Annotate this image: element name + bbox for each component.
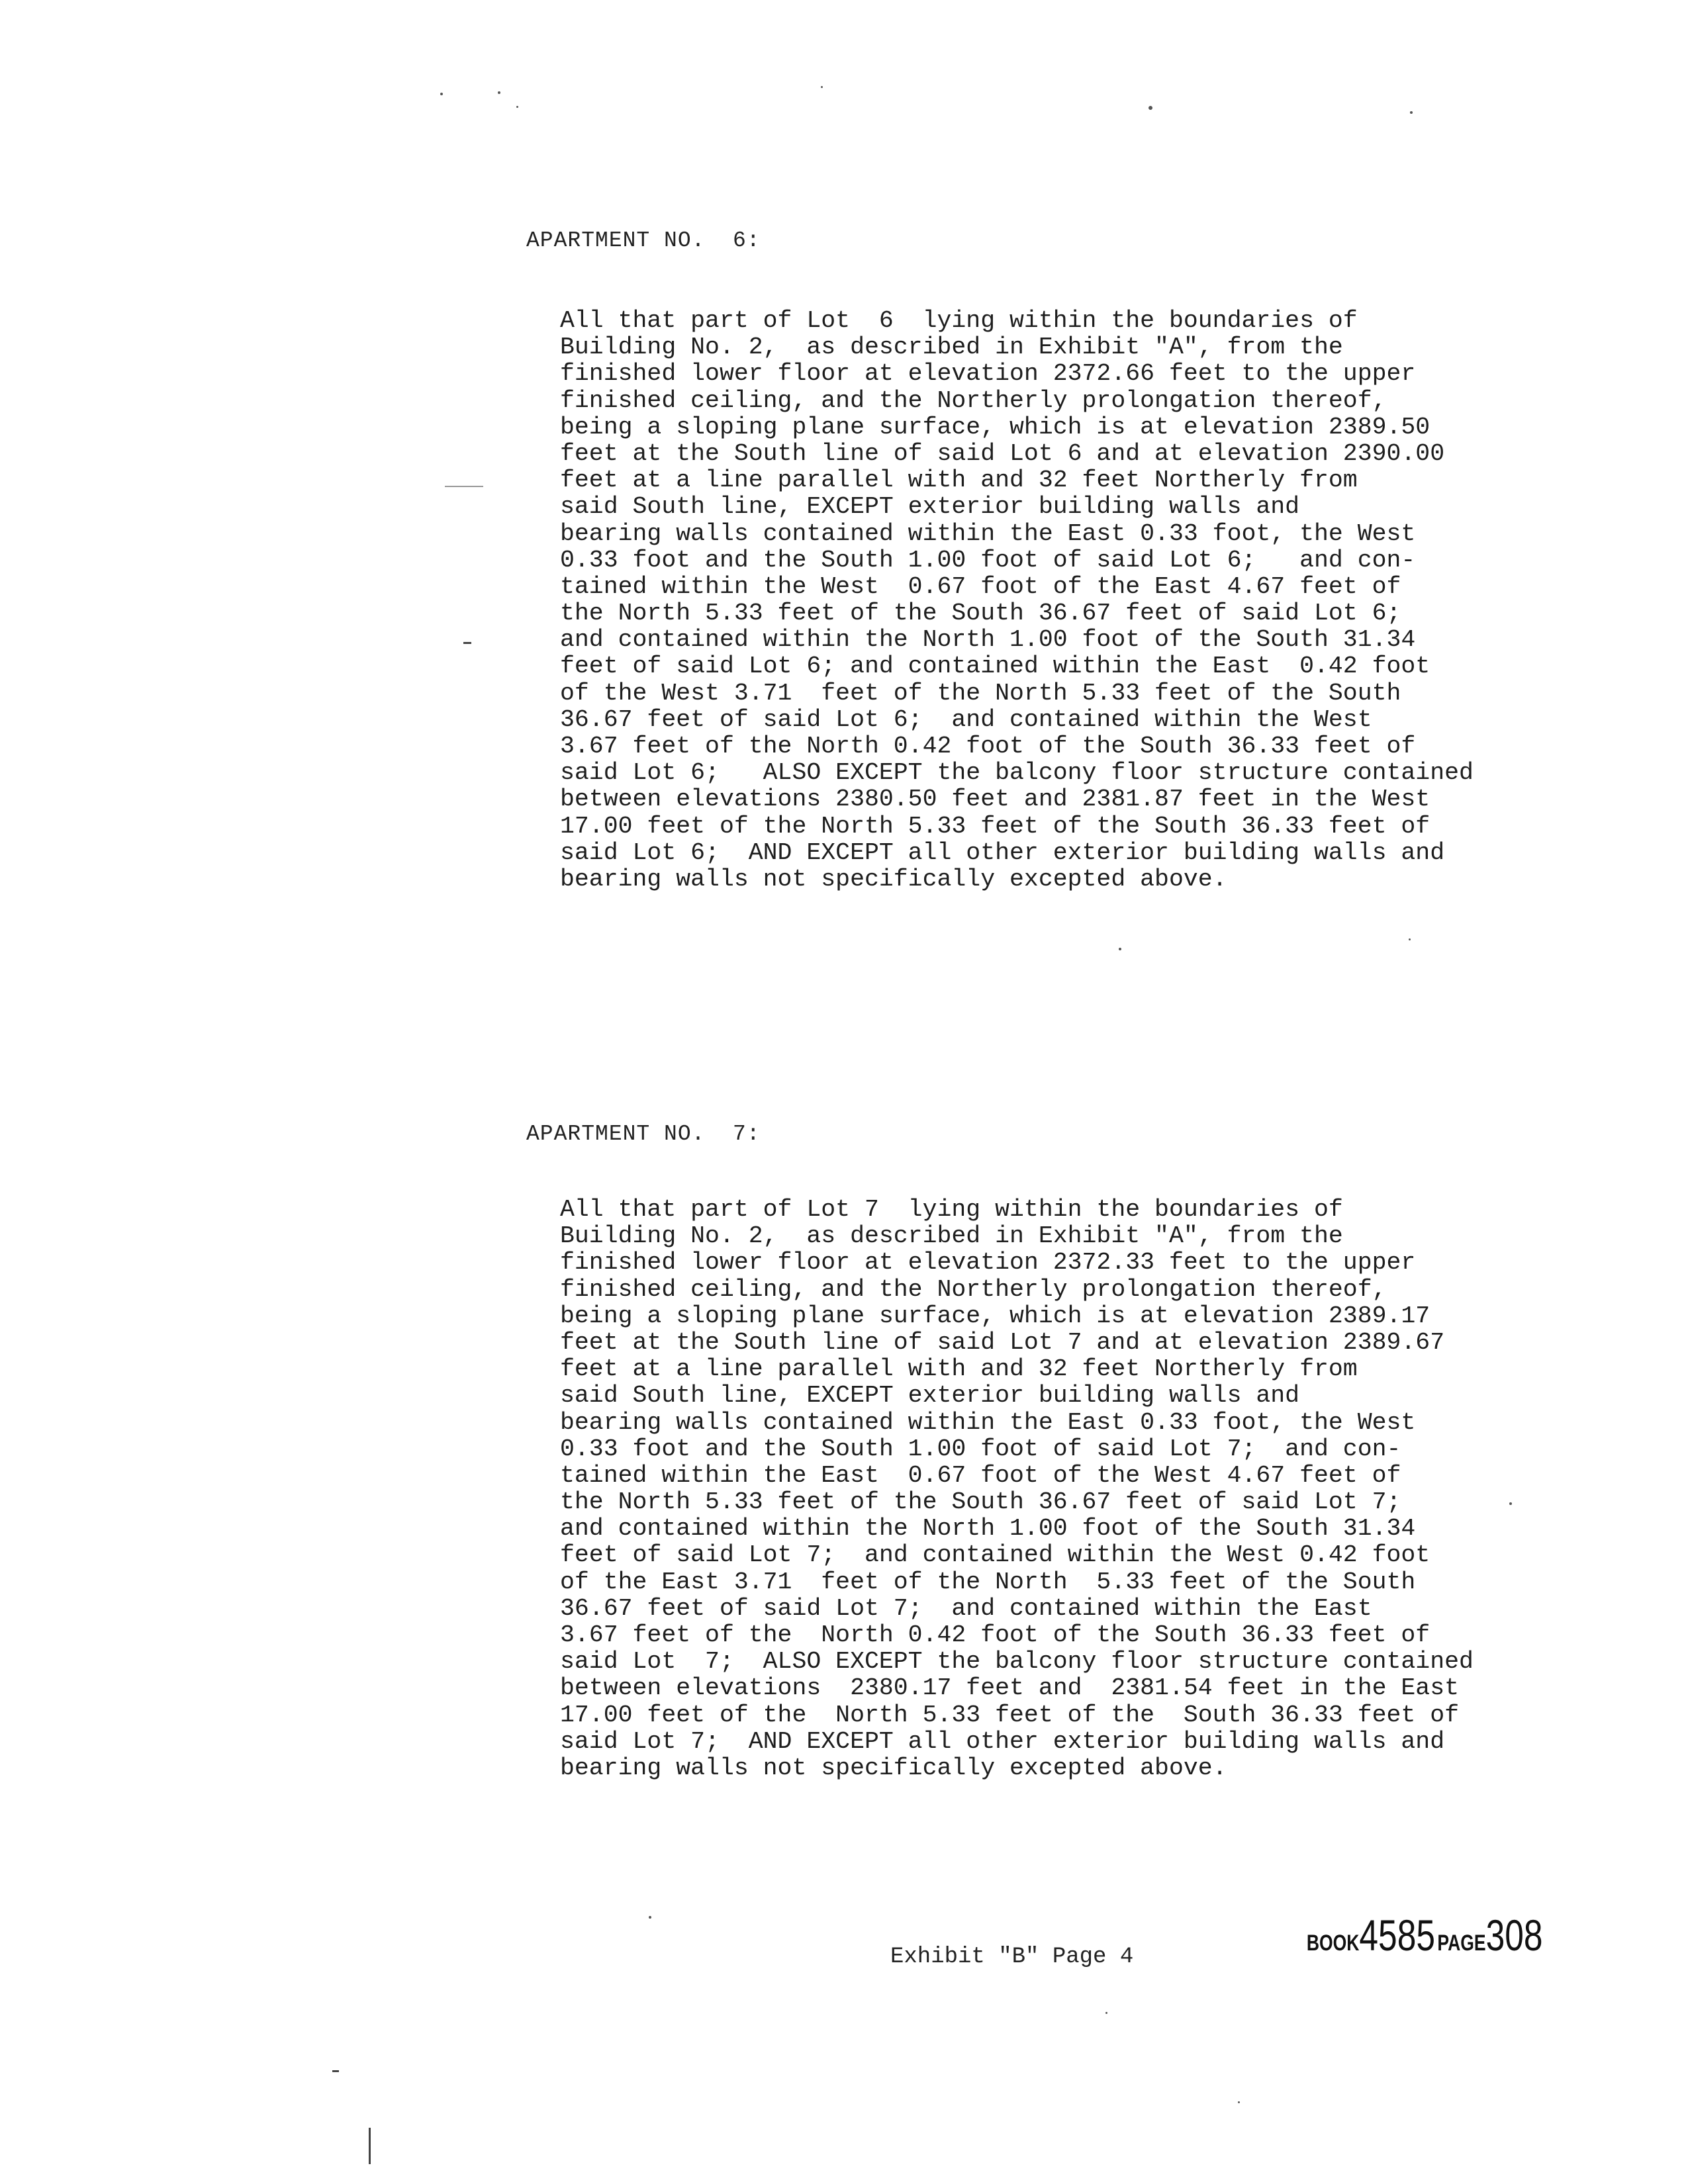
body-line: tained within the East 0.67 foot of the West 4.67 feet of	[560, 1461, 1401, 1489]
body-line: finished lower floor at elevation 2372.66 feet to the upper	[560, 360, 1416, 388]
body-line: of the East 3.71 feet of the North 5.33 feet of the South	[560, 1568, 1416, 1596]
body-line: bearing walls contained within the East 0.33 foot, the West	[560, 520, 1416, 547]
stamp-page-label: PAGE	[1437, 1931, 1486, 1956]
body-line: feet at the South line of said Lot 6 and at elevation 2390.00	[560, 439, 1445, 467]
scan-speck	[821, 86, 823, 88]
scan-speck	[1238, 2101, 1240, 2103]
body-line: 17.00 feet of the North 5.33 feet of the South 36.33 feet of	[560, 812, 1430, 840]
section-body-apartment-7	[560, 1197, 1474, 1782]
body-line: being a sloping plane surface, which is at elevation 2389.50	[560, 413, 1430, 441]
section-body-apartment-6	[560, 308, 1474, 893]
body-line: bearing walls contained within the East 0.33 foot, the West	[560, 1408, 1416, 1436]
body-line: said Lot 7; ALSO EXCEPT the balcony floor structure contained	[560, 1648, 1474, 1676]
body-line: 3.67 feet of the North 0.42 foot of the South 36.33 feet of	[560, 1621, 1430, 1649]
stamp-page-number: 308	[1485, 1911, 1543, 1960]
body-line: and contained within the North 1.00 foot of the South 31.34	[560, 626, 1416, 654]
scan-speck	[440, 93, 443, 95]
scan-speck	[516, 106, 518, 108]
scan-speck	[498, 91, 500, 94]
scan-speck	[1409, 938, 1411, 940]
body-line: feet at the South line of said Lot 7 and at elevation 2389.67	[560, 1328, 1445, 1356]
body-line: finished lower floor at elevation 2372.33 feet to the upper	[560, 1249, 1416, 1277]
body-line: 0.33 foot and the South 1.00 foot of said Lot 7; and con-	[560, 1435, 1401, 1463]
scan-speck	[1509, 1502, 1512, 1505]
body-line: Building No. 2, as described in Exhibit "A", from the	[560, 1222, 1343, 1250]
body-line: Building No. 2, as described in Exhibit "A", from the	[560, 334, 1343, 361]
scan-mark	[332, 2070, 339, 2072]
page-footer: Exhibit "B" Page 4	[890, 1944, 1134, 1970]
stamp-book-label: BOOK	[1306, 1931, 1360, 1956]
body-line: feet of said Lot 6; and contained within the East 0.42 foot	[560, 653, 1430, 680]
body-line: 36.67 feet of said Lot 6; and contained within the West	[560, 705, 1372, 733]
body-line: 17.00 feet of the North 5.33 feet of the South 36.33 feet of	[560, 1701, 1460, 1729]
body-line: 36.67 feet of said Lot 7; and contained within the East	[560, 1594, 1372, 1622]
body-line: between elevations 2380.50 feet and 2381.87 feet in the West	[560, 786, 1430, 813]
scan-mark	[369, 2128, 371, 2164]
scan-speck	[649, 1916, 651, 1919]
scan-mark	[445, 486, 483, 487]
body-line: said Lot 7; AND EXCEPT all other exterior building walls and	[560, 1727, 1445, 1755]
stamp-book-number: 4585	[1359, 1911, 1435, 1960]
recording-stamp	[1297, 1898, 1543, 1972]
section-heading-apartment-6: APARTMENT NO. 6:	[526, 228, 761, 253]
scan-speck	[1410, 111, 1413, 114]
body-line: 0.33 foot and the South 1.00 foot of said Lot 6; and con-	[560, 546, 1416, 574]
body-line: All that part of Lot 6 lying within the boundaries of	[560, 307, 1358, 334]
body-line: said Lot 6; AND EXCEPT all other exterior building walls and	[560, 839, 1445, 866]
body-line: the North 5.33 feet of the South 36.67 feet of said Lot 7;	[560, 1488, 1401, 1516]
scan-speck	[1119, 948, 1121, 950]
section-heading-apartment-7: APARTMENT NO. 7:	[526, 1122, 761, 1146]
scan-speck	[1149, 106, 1152, 110]
body-line: finished ceiling, and the Northerly prolongation thereof,	[560, 387, 1387, 414]
body-line: 3.67 feet of the North 0.42 foot of the South 36.33 feet of	[560, 733, 1416, 760]
body-line: the North 5.33 feet of the South 36.67 feet of said Lot 6;	[560, 600, 1401, 627]
body-line: feet at a line parallel with and 32 feet Northerly from	[560, 467, 1358, 494]
body-line: said South line, EXCEPT exterior building walls and	[560, 493, 1300, 521]
body-line: of the West 3.71 feet of the North 5.33 feet of the South	[560, 679, 1401, 707]
body-line: being a sloping plane surface, which is at elevation 2389.17	[560, 1302, 1430, 1330]
body-line: said Lot 6; ALSO EXCEPT the balcony floor structure contained	[560, 759, 1474, 787]
body-line: feet of said Lot 7; and contained within the West 0.42 foot	[560, 1541, 1430, 1569]
body-line: between elevations 2380.17 feet and 2381.54 feet in the East	[560, 1674, 1460, 1702]
body-line: and contained within the North 1.00 foot of the South 31.34	[560, 1515, 1416, 1543]
body-line: bearing walls not specifically excepted above.	[560, 865, 1227, 893]
scan-speck	[1105, 2012, 1107, 2014]
body-line: All that part of Lot 7 lying within the boundaries of	[560, 1196, 1343, 1223]
scan-mark	[463, 642, 471, 644]
body-line: tained within the West 0.67 foot of the East 4.67 feet of	[560, 572, 1401, 600]
body-line: said South line, EXCEPT exterior building walls and	[560, 1382, 1300, 1410]
body-line: finished ceiling, and the Northerly prolongation thereof,	[560, 1275, 1387, 1303]
body-line: bearing walls not specifically excepted above.	[560, 1754, 1227, 1782]
body-line: feet at a line parallel with and 32 feet Northerly from	[560, 1355, 1358, 1383]
